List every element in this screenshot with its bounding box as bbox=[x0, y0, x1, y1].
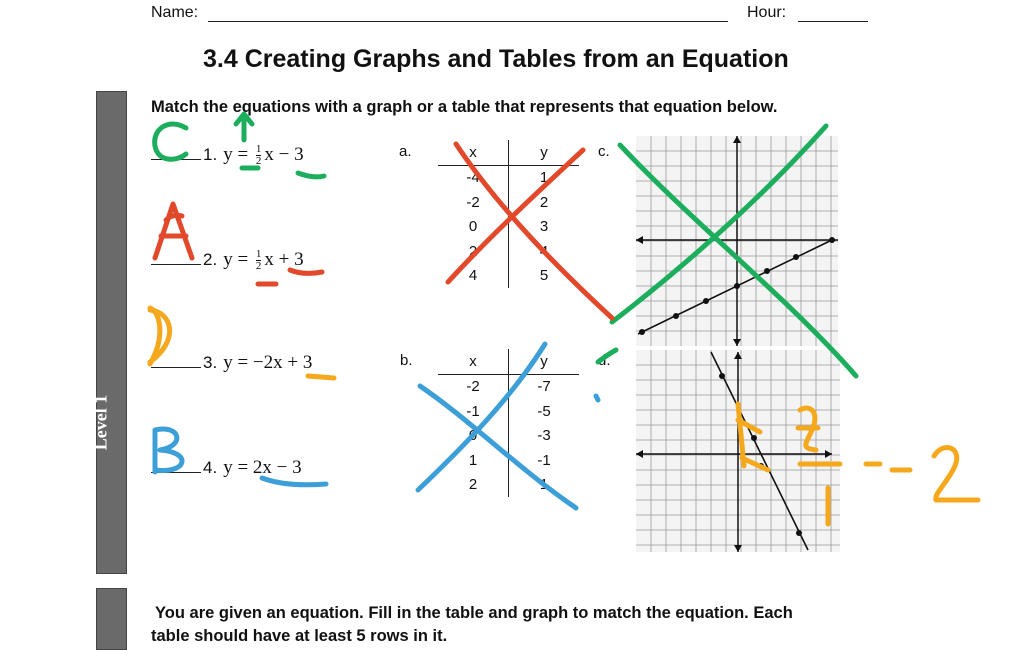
equation-expression: y = −2x + 3 bbox=[223, 352, 313, 373]
x-cell: 2 bbox=[438, 239, 509, 264]
answer-blank-3[interactable] bbox=[151, 367, 201, 368]
bottom-instructions-line-2: table should have at least 5 rows in it. bbox=[151, 627, 448, 645]
x-cell: -1 bbox=[438, 399, 509, 424]
equation-expression: y = 2x − 3 bbox=[223, 457, 302, 478]
fraction-numerator: 1 bbox=[255, 248, 262, 261]
fraction-numerator: 1 bbox=[255, 143, 262, 156]
graph-c-point bbox=[764, 268, 770, 274]
y-cell: -5 bbox=[537, 402, 551, 420]
y-cell: 3 bbox=[539, 218, 549, 236]
equation-3 bbox=[151, 352, 312, 374]
answer-blank-2[interactable] bbox=[151, 264, 201, 265]
graph-d-point bbox=[751, 435, 757, 441]
x-cell: 2 bbox=[438, 473, 509, 498]
graph-c-point bbox=[673, 313, 679, 319]
underline-mark bbox=[262, 478, 326, 485]
graph-d-point bbox=[719, 373, 725, 379]
graph-c-point bbox=[703, 298, 709, 304]
x-cell: -2 bbox=[438, 374, 509, 399]
equation-number: 3. bbox=[203, 353, 218, 372]
answer-blank-1[interactable] bbox=[151, 159, 201, 160]
x-cell: 4 bbox=[438, 264, 509, 289]
equation-4 bbox=[151, 457, 302, 479]
table-b bbox=[438, 349, 579, 497]
graph-d-label: d. bbox=[598, 352, 611, 369]
graph-c-point bbox=[793, 254, 799, 260]
fraction-denominator: 2 bbox=[255, 260, 262, 273]
x-cell: 1 bbox=[438, 448, 509, 473]
hour-label: Hour: bbox=[747, 4, 787, 21]
table-b-label: b. bbox=[400, 352, 413, 369]
equation-rhs: x − 3 bbox=[264, 144, 304, 165]
y-header: y bbox=[509, 349, 580, 374]
y-cell: 1 bbox=[539, 476, 549, 494]
equation-1 bbox=[151, 144, 304, 167]
name-blank[interactable] bbox=[208, 21, 728, 22]
bottom-instructions-line-1: You are given an equation. Fill in the table and graph to match the equation. Each bbox=[155, 604, 793, 622]
graph-d-point bbox=[796, 530, 802, 536]
x-header: x bbox=[438, 349, 509, 374]
x-cell: -4 bbox=[438, 165, 509, 190]
equation-number: 1. bbox=[203, 145, 218, 164]
fraction-denominator: 2 bbox=[255, 155, 262, 168]
graph-c-point bbox=[639, 329, 645, 335]
table-a bbox=[438, 140, 579, 288]
underline-mark bbox=[308, 376, 334, 378]
x-header: x bbox=[438, 140, 509, 165]
arrow-mark bbox=[236, 114, 252, 140]
level-2-sidebar bbox=[96, 588, 127, 650]
x-cell: 0 bbox=[438, 424, 509, 449]
level-sidebar bbox=[90, 91, 127, 574]
y-cell: 5 bbox=[539, 267, 549, 285]
equation-rhs: x + 3 bbox=[264, 249, 304, 270]
equation-number: 4. bbox=[203, 458, 218, 477]
level-label: Level 1 bbox=[90, 394, 111, 451]
underline-mark bbox=[298, 173, 324, 177]
y-cell: -1 bbox=[537, 451, 551, 469]
equation-lhs: y = bbox=[223, 144, 253, 165]
graph-c bbox=[636, 136, 838, 346]
table-a-label: a. bbox=[399, 143, 412, 160]
equation-2 bbox=[151, 249, 304, 272]
page-title: 3.4 Creating Graphs and Tables from an Equation bbox=[203, 45, 789, 73]
y-cell: 4 bbox=[539, 242, 549, 260]
slope-result-mark bbox=[866, 447, 978, 500]
graph-d bbox=[636, 350, 840, 552]
hour-blank[interactable] bbox=[798, 21, 868, 22]
instructions: Match the equations with a graph or a table that represents that equation below. bbox=[151, 98, 778, 116]
graph-d-point bbox=[758, 463, 764, 469]
y-header: y bbox=[509, 140, 580, 165]
equation-lhs: y = bbox=[223, 249, 253, 270]
y-cell: -3 bbox=[537, 427, 551, 445]
graph-c-label: c. bbox=[598, 143, 610, 160]
graph-c-point bbox=[829, 237, 835, 243]
x-cell: -2 bbox=[438, 190, 509, 215]
answer-blank-4[interactable] bbox=[151, 472, 201, 473]
x-cell: 0 bbox=[438, 215, 509, 240]
name-label: Name: bbox=[151, 4, 199, 21]
y-cell: 1 bbox=[539, 169, 549, 187]
y-cell: -7 bbox=[537, 378, 551, 396]
equation-number: 2. bbox=[203, 250, 218, 269]
blue-dot bbox=[596, 396, 598, 400]
graph-c-point bbox=[734, 283, 740, 289]
y-cell: 2 bbox=[539, 193, 549, 211]
